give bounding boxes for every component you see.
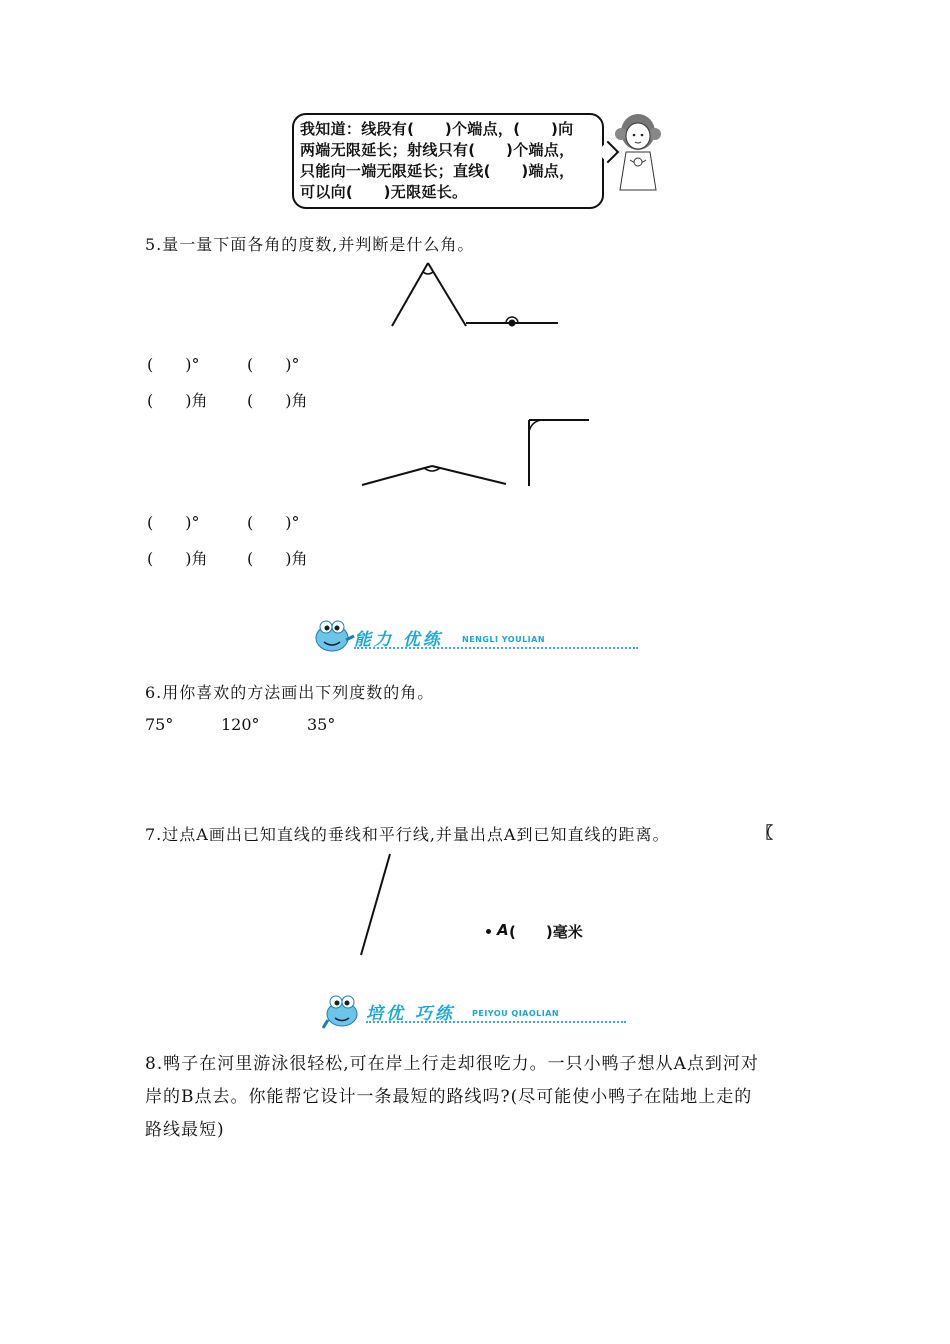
bubble-line-4: 可以向( )无限延长。 [300,183,468,201]
girl-illustration-icon [608,110,668,192]
angle-figures-row-1 [380,258,570,332]
banner-subtitle: NENGLI YOULIAN [462,635,546,644]
banner-title: 培优 巧练 [366,1004,455,1024]
section-banner-peiyou [322,990,626,1030]
question-6-text: 6.用你喜欢的方法画出下列度数的角。 [145,683,435,702]
q5-row1-type-2: ( )角 [247,391,308,410]
banner-dotted-rule [354,647,638,649]
q5-row1-degree-2: ( )° [247,355,300,374]
question-7-text: 7.过点A画出已知直线的垂线和平行线,并量出点A到已知直线的距离。 [145,825,670,844]
q5-row2-degree-1: ( )° [147,513,200,532]
bubble-line-2: 两端无限延长；射线只有( )个端点， [300,141,575,159]
question-8-text [145,1048,825,1147]
speech-bubble [292,113,604,209]
question-5-text: 5.量一量下面各角的度数,并判断是什么角。 [145,235,475,254]
bubble-line-3: 只能向一端无限延长；直线( )端点， [300,162,575,180]
q8-line-1: 8.鸭子在河里游泳很轻松,可在岸上行走却很吃力。一只小鸭子想从A点到河对 [145,1054,759,1074]
banner-title: 能力 优练 [354,630,443,650]
distance-answer: ( )毫米 [509,923,583,941]
right-angle-figure [529,420,589,486]
bracket-mark: 〖 [757,823,775,842]
q5-row1-type-1: ( )角 [147,391,208,410]
angle-35: 35° [307,715,336,734]
q8-line-2: 岸的B点去。你能帮它设计一条最短的路线吗?(尽可能使小鸭子在陆地上走的 [145,1087,753,1107]
banner-dotted-rule [366,1021,626,1023]
angle-figures-row-2 [356,412,596,490]
q8-line-3: 路线最短) [145,1120,225,1140]
obtuse-angle-figure [362,466,506,485]
q5-row2-type-2: ( )角 [247,549,308,568]
frog-mascot-icon [312,616,356,656]
frog-mascot-icon [322,990,366,1030]
q5-row2-type-1: ( )角 [147,549,208,568]
point-a-dot [486,929,491,934]
section-banner-nengli [312,616,638,656]
bubble-line-1: 我知道：线段有( )个端点，( )向 [300,120,574,138]
q5-row1-degree-1: ( )° [147,355,200,374]
given-line-figure [355,850,395,960]
point-a-label: A [497,921,509,939]
angle-120: 120° [221,715,260,734]
banner-subtitle: PEIYOU QIAOLIAN [472,1009,560,1018]
q5-row2-degree-2: ( )° [247,513,300,532]
straight-angle-figure [466,317,558,327]
angle-75: 75° [145,715,174,734]
acute-angle-figure [392,263,466,326]
